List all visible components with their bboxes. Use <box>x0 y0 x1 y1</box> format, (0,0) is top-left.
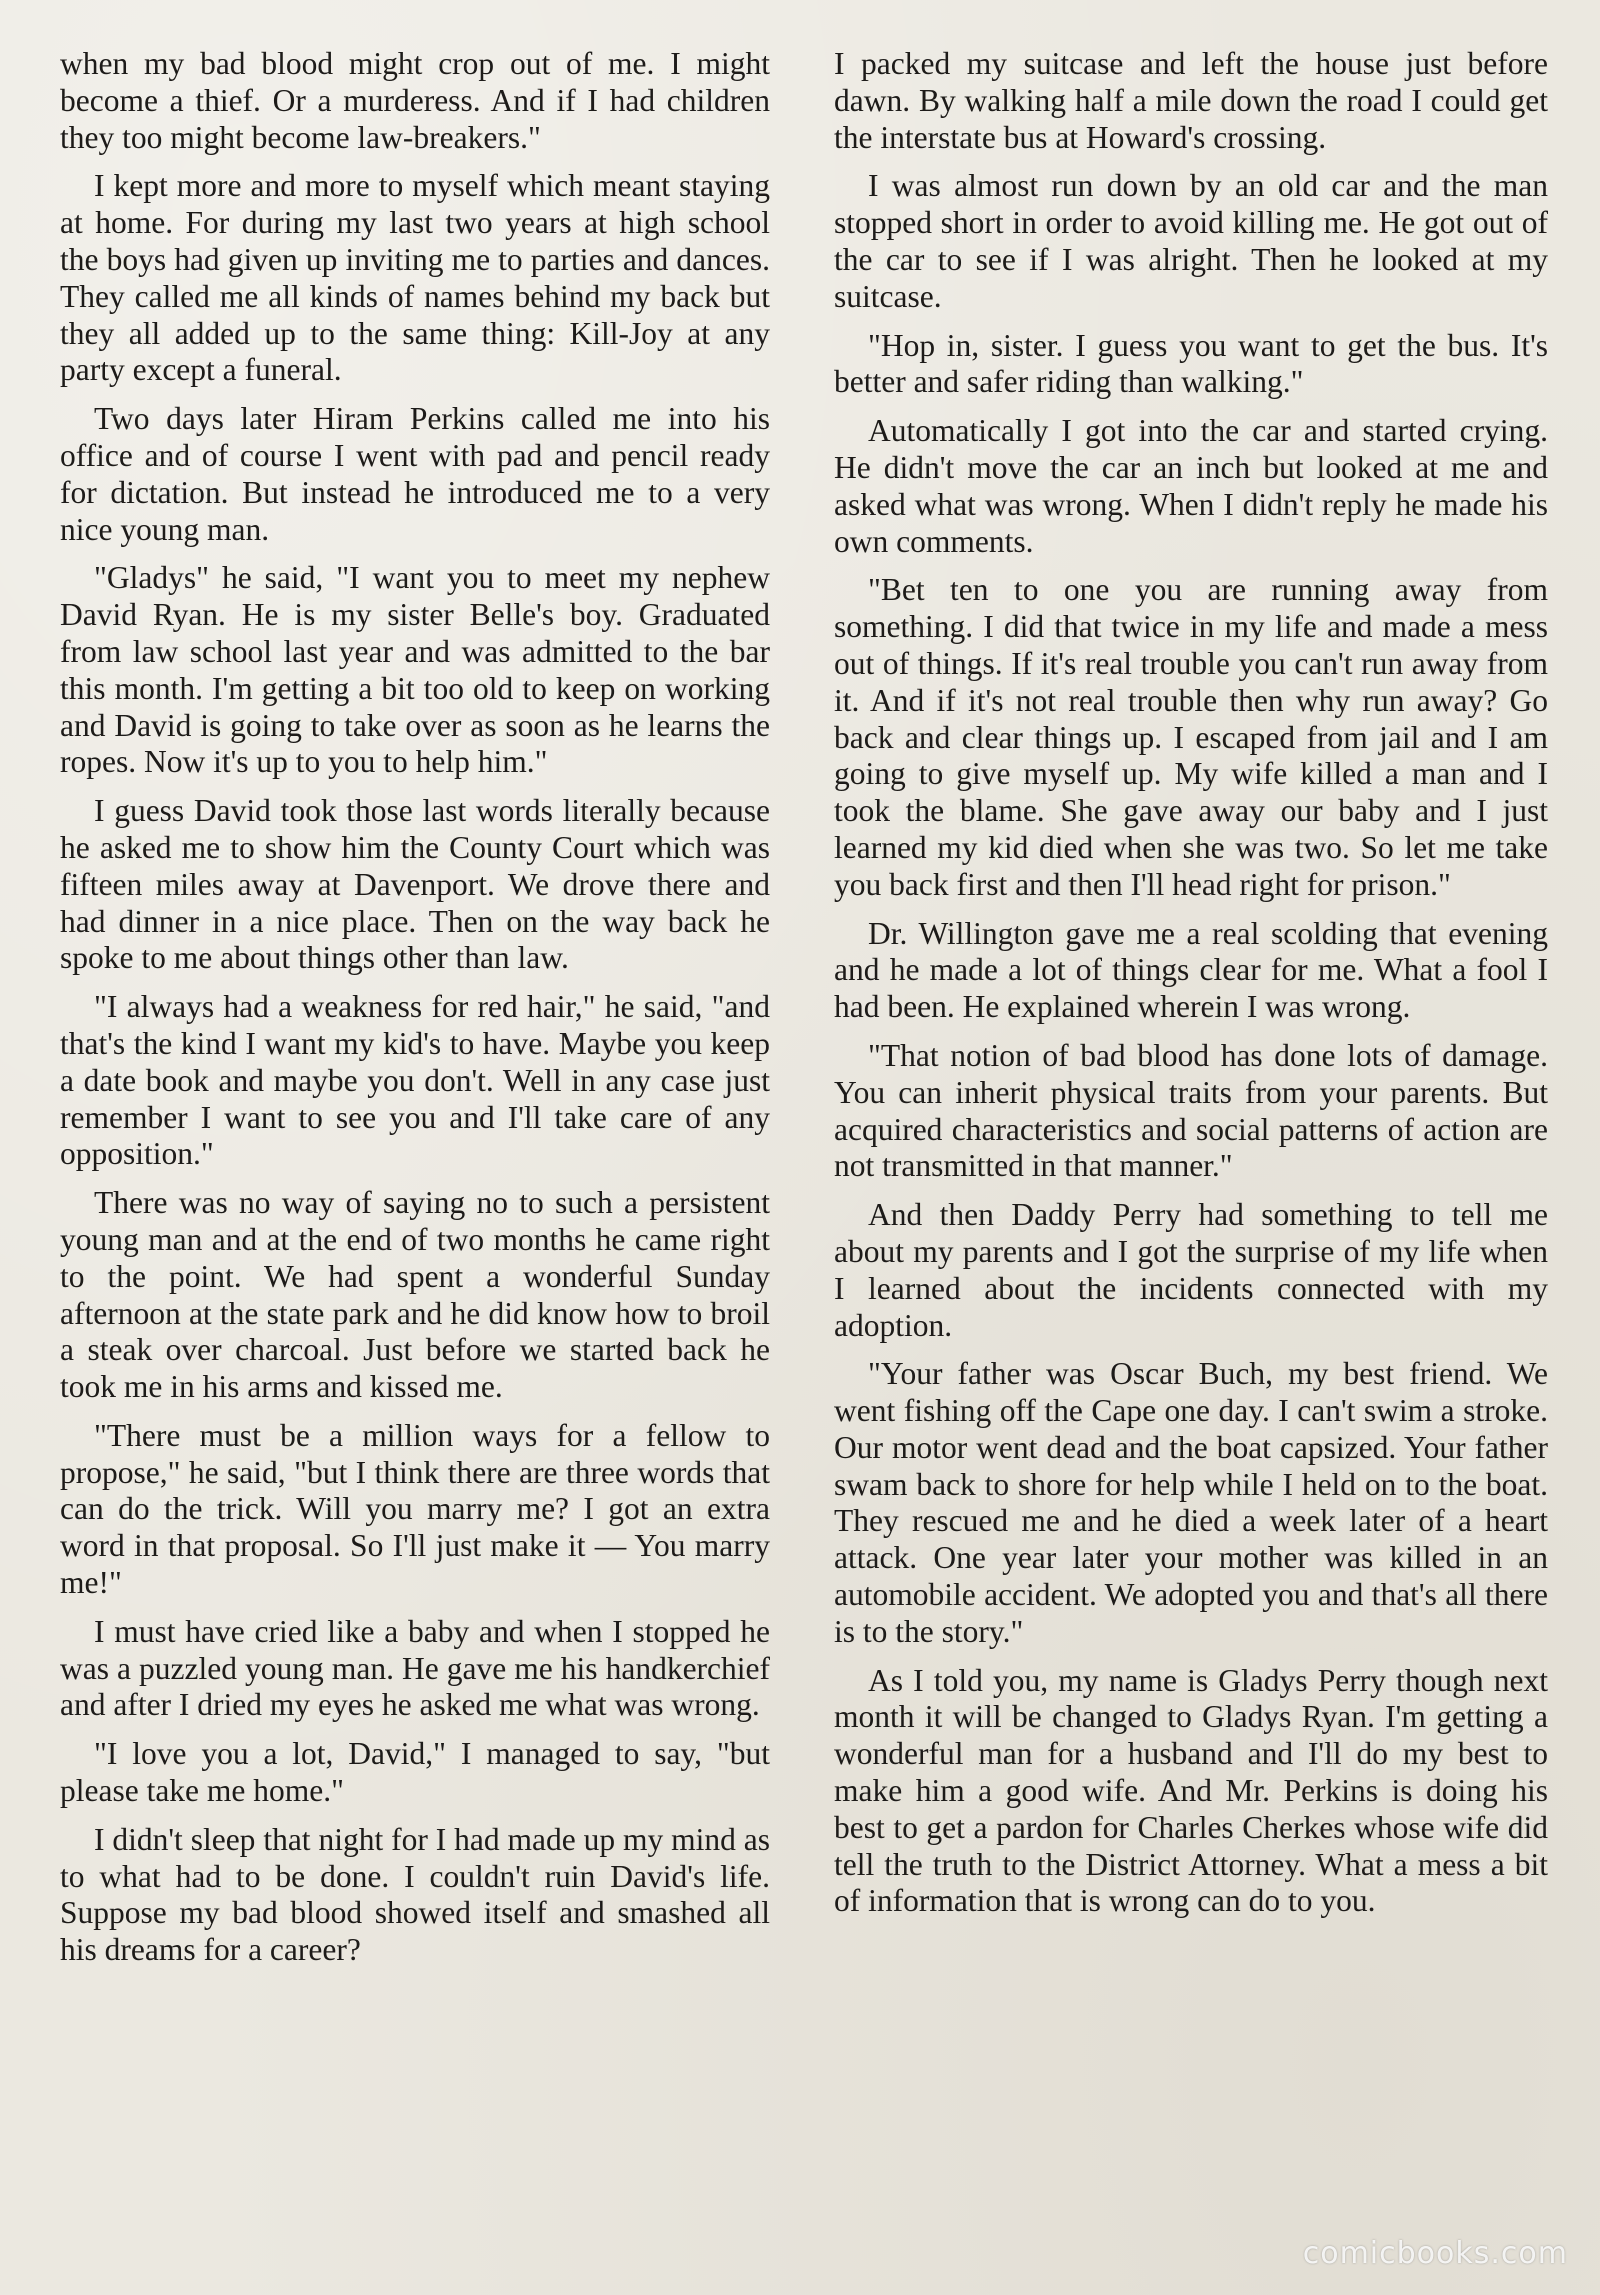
paragraph: Dr. Willington gave me a real scolding that evening and he made a lot of things clear for me. What a fool I had been. He explained wherein I was wrong. <box>834 915 1548 1025</box>
paragraph: "Bet ten to one you are running away from something. I did that twice in my life and made a mess out of things. If it's real trouble you can't run away from it. And if it's not real trouble then why run away? Go back and clear things up. I escaped from jail and I am going to give myself up. My wife killed a man and I took the blame. She gave away our baby and I just learned my kid died when she was two. So let me take you back first and then I'll head right for prison." <box>834 572 1548 902</box>
paragraph: I packed my suitcase and left the house just before dawn. By walking half a mile down the road I could get the interstate bus at Howard's crossing. <box>834 46 1548 155</box>
paragraph: "That notion of bad blood has done lots of damage. You can inherit physical traits from your parents. But acquired characteristics and social patterns of action are not transmitted in that manner." <box>834 1037 1548 1184</box>
paragraph: "Gladys" he said, "I want you to meet my nephew David Ryan. He is my sister Belle's boy. Graduated from law school last year and was admitted to the bar this month. I'm getting a bit too old to keep on working and David is going to take over as soon as he learns the ropes. Now it's up to you to help him." <box>60 560 770 780</box>
paragraph: I must have cried like a baby and when I stopped he was a puzzled young man. He gave me his handkerchief and after I dried my eyes he asked me what was wrong. <box>60 1613 770 1723</box>
paragraph: "There must be a million ways for a fellow to propose," he said, "but I think there are three words that can do the trick. Will you marry me? I got an extra word in that proposal. So I'll just make it — You marry me!" <box>60 1417 770 1601</box>
paragraph: Two days later Hiram Perkins called me into his office and of course I went with pad and pencil ready for dictation. But instead he introduced me to a very nice young man. <box>60 401 770 547</box>
paragraph: when my bad blood might crop out of me. I might become a thief. Or a murderess. And if I had children they too might become law-breakers." <box>60 46 770 155</box>
paragraph: There was no way of saying no to such a persistent young man and at the end of two months he came right to the point. We had spent a wonderful Sunday afternoon at the state park and he did know how to broil a steak over charcoal. Just before we started back he took me in his arms and kissed me. <box>60 1185 770 1405</box>
paragraph: I kept more and more to myself which meant staying at home. For during my last two years at high school the boys had given up inviting me to parties and dances. They called me all kinds of names behind my back but they all added up to the same thing: Kill-Joy at any party except a funeral. <box>60 168 770 388</box>
paragraph: Automatically I got into the car and started crying. He didn't move the car an inch but looked at me and asked what was wrong. When I didn't reply he made his own comments. <box>834 413 1548 559</box>
paragraph: "I always had a weakness for red hair," he said, "and that's the kind I want my kid's to have. Maybe you keep a date book and maybe you don't. Well in any case just remember I want to see you and I'll take care of any opposition." <box>60 989 770 1172</box>
paragraph: As I told you, my name is Gladys Perry though next month it will be changed to Gladys Ryan. I'm getting a wonderful man for a husband and I'll do my best to make him a good wife. And Mr. Perkins is doing his best to get a pardon for Charles Cherkes whose wife did tell the truth to the District Attorney. What a mess a bit of information that is wrong can do to you. <box>834 1662 1548 1919</box>
left-text-column <box>60 46 770 1981</box>
watermark-text: comicbooks.com <box>1302 2236 1568 2271</box>
paragraph: "Hop in, sister. I guess you want to get the bus. It's better and safer riding than walking." <box>834 327 1548 400</box>
paragraph: "I love you a lot, David," I managed to say, "but please take me home." <box>60 1736 770 1809</box>
paragraph: I didn't sleep that night for I had made up my mind as to what had to be done. I couldn't ruin David's life. Suppose my bad blood showed itself and smashed all his dreams for a career? <box>60 1821 770 1968</box>
paragraph: I was almost run down by an old car and the man stopped short in order to avoid killing me. He got out of the car to see if I was alright. Then he looked at my suitcase. <box>834 168 1548 314</box>
right-text-column <box>834 46 1548 1932</box>
paragraph: I guess David took those last words literally because he asked me to show him the County Court which was fifteen miles away at Davenport. We drove there and had dinner in a nice place. Then on the way back he spoke to me about things other than law. <box>60 793 770 976</box>
paragraph: And then Daddy Perry had something to tell me about my parents and I got the surprise of my life when I learned about the incidents connected with my adoption. <box>834 1197 1548 1343</box>
paragraph: "Your father was Oscar Buch, my best friend. We went fishing off the Cape one day. I can't swim a stroke. Our motor went dead and the boat capsized. Your father swam back to shore for help while I held on to the boat. They rescued me and he died a week later of a heart attack. One year later your mother was killed in an automobile accident. We adopted you and that's all there is to the story." <box>834 1356 1548 1649</box>
